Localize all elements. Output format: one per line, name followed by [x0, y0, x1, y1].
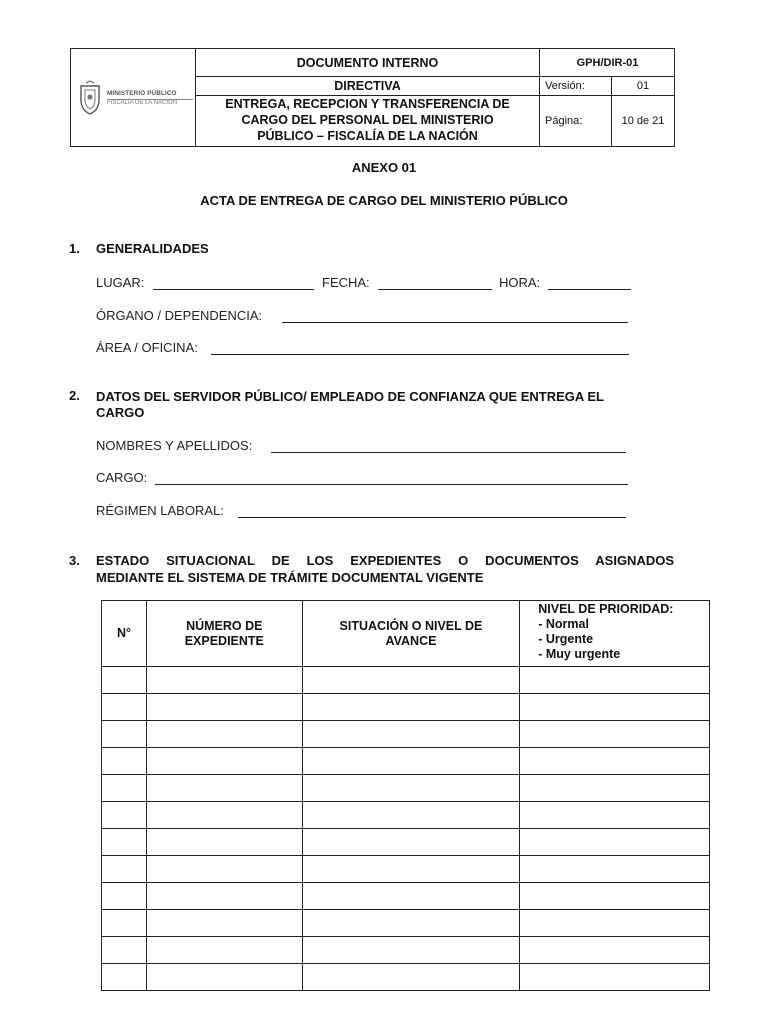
cargo-field[interactable]: [155, 484, 628, 485]
table-row: [102, 775, 710, 802]
table-cell[interactable]: [520, 964, 710, 991]
table-cell[interactable]: [302, 883, 520, 910]
table-row: [102, 802, 710, 829]
annex-title: ANEXO 01: [351, 160, 417, 175]
table-cell[interactable]: [102, 856, 147, 883]
table-cell[interactable]: [146, 721, 302, 748]
section-3-title-line1: ESTADO SITUACIONAL DE LOS EXPEDIENTES O DOCUMENTOS ASIGNADOS: [96, 553, 674, 568]
doc-code: GPH/DIR-01: [576, 57, 639, 69]
col-exp-line2: EXPEDIENTE: [184, 633, 264, 648]
table-cell[interactable]: [302, 802, 520, 829]
table-cell[interactable]: [146, 856, 302, 883]
fecha-field[interactable]: [378, 289, 492, 290]
col-header-situacion: [302, 601, 520, 667]
table-cell[interactable]: [146, 910, 302, 937]
table-cell[interactable]: [102, 883, 147, 910]
table-row: [102, 937, 710, 964]
section-1-number: 1.: [69, 241, 80, 256]
section-2-number: 2.: [69, 388, 80, 403]
table-cell[interactable]: [302, 829, 520, 856]
table-cell[interactable]: [146, 937, 302, 964]
header-row-line-1: [195, 76, 675, 77]
nombres-label: NOMBRES Y APELLIDOS:: [96, 438, 253, 453]
area-label: ÁREA / OFICINA:: [96, 340, 198, 355]
col-header-prioridad: [520, 601, 710, 667]
table-cell[interactable]: [520, 667, 710, 694]
col-header-number: [102, 601, 147, 667]
table-cell[interactable]: [520, 883, 710, 910]
table-row: [102, 910, 710, 937]
header-border-top: [70, 48, 675, 49]
area-field[interactable]: [211, 354, 629, 355]
table-cell[interactable]: [102, 937, 147, 964]
hora-label: HORA:: [499, 275, 541, 290]
col-no-label: N°: [116, 626, 131, 640]
version-label: Versión:: [545, 80, 585, 92]
table-cell[interactable]: [146, 964, 302, 991]
table-cell[interactable]: [302, 856, 520, 883]
table-cell[interactable]: [102, 721, 147, 748]
header-border-bottom: [70, 146, 675, 147]
doc-category: DIRECTIVA: [334, 79, 401, 93]
col-sit-line2: AVANCE: [385, 633, 437, 648]
table-row: [102, 964, 710, 991]
table-cell[interactable]: [520, 937, 710, 964]
table-row: [102, 667, 710, 694]
table-cell[interactable]: [520, 856, 710, 883]
doc-subject-line1: ENTREGA, RECEPCION Y TRANSFERENCIA DE: [225, 97, 510, 111]
table-cell[interactable]: [520, 748, 710, 775]
table-cell[interactable]: [102, 802, 147, 829]
ministerio-publico-seal-icon: [76, 80, 104, 116]
table-cell[interactable]: [102, 775, 147, 802]
table-cell[interactable]: [302, 937, 520, 964]
table-row: [102, 694, 710, 721]
section-2-title-line1: DATOS DEL SERVIDOR PÚBLICO/ EMPLEADO DE CONFIANZA QUE ENTREGA EL: [96, 389, 605, 404]
table-cell[interactable]: [302, 667, 520, 694]
table-cell[interactable]: [302, 775, 520, 802]
table-cell[interactable]: [102, 667, 147, 694]
col-sit-line1: SITUACIÓN O NIVEL DE: [339, 618, 483, 633]
table-cell[interactable]: [102, 748, 147, 775]
table-cell[interactable]: [102, 829, 147, 856]
table-cell[interactable]: [146, 667, 302, 694]
regimen-label: RÉGIMEN LABORAL:: [96, 503, 224, 518]
col-pri-urgente: - Urgente: [538, 632, 594, 646]
cargo-label: CARGO:: [96, 470, 148, 485]
table-cell[interactable]: [302, 964, 520, 991]
nombres-field[interactable]: [271, 452, 626, 453]
col-header-expediente: [146, 601, 302, 667]
section-2-title-line2: CARGO: [96, 405, 145, 420]
lugar-label: LUGAR:: [96, 275, 145, 290]
table-cell[interactable]: [302, 910, 520, 937]
page-label: Página:: [545, 115, 583, 127]
table-cell[interactable]: [302, 721, 520, 748]
doc-type: DOCUMENTO INTERNO: [296, 56, 439, 70]
table-cell[interactable]: [302, 748, 520, 775]
section-1-title: GENERALIDADES: [96, 241, 209, 256]
table-row: [102, 883, 710, 910]
table-cell[interactable]: [146, 883, 302, 910]
page-value: 10 de 21: [621, 115, 665, 127]
table-cell[interactable]: [520, 802, 710, 829]
org-name-line2: FISCALÍA DE LA NACIÓN: [107, 100, 178, 106]
table-row: [102, 748, 710, 775]
doc-subject-line2: CARGO DEL PERSONAL DEL MINISTERIO: [241, 113, 494, 127]
organo-label: ÓRGANO / DEPENDENCIA:: [96, 308, 263, 323]
table-cell[interactable]: [302, 694, 520, 721]
col-pri-normal: - Normal: [538, 617, 589, 631]
regimen-field[interactable]: [238, 517, 626, 518]
table-header-row: [102, 601, 710, 667]
table-row: [102, 856, 710, 883]
table-cell[interactable]: [520, 910, 710, 937]
table-row: [102, 721, 710, 748]
table-cell[interactable]: [520, 829, 710, 856]
table-cell[interactable]: [102, 910, 147, 937]
table-cell[interactable]: [146, 775, 302, 802]
lugar-field[interactable]: [153, 289, 314, 290]
section-3-title-line2: MEDIANTE EL SISTEMA DE TRÁMITE DOCUMENTAL VIGENTE: [96, 570, 484, 585]
col-pri-title: NIVEL DE PRIORIDAD:: [538, 602, 674, 616]
hora-field[interactable]: [548, 289, 631, 290]
table-cell[interactable]: [146, 748, 302, 775]
fecha-label: FECHA:: [322, 275, 370, 290]
col-exp-line1: NÚMERO DE: [186, 618, 263, 633]
header-border-left: [70, 48, 71, 147]
table-cell[interactable]: [102, 694, 147, 721]
table-row: [102, 829, 710, 856]
table-cell[interactable]: [146, 802, 302, 829]
table-cell[interactable]: [520, 721, 710, 748]
table-cell[interactable]: [146, 694, 302, 721]
table-cell[interactable]: [102, 964, 147, 991]
organo-field[interactable]: [282, 322, 628, 323]
org-name-line1: MINISTERIO PÚBLICO: [107, 90, 177, 97]
doc-title: ACTA DE ENTREGA DE CARGO DEL MINISTERIO PÚBLICO: [200, 193, 568, 208]
col-pri-muy-urgente: - Muy urgente: [538, 647, 621, 661]
section-3-number: 3.: [69, 553, 80, 568]
expedientes-table: [101, 600, 710, 991]
version-value: 01: [636, 80, 650, 92]
doc-subject-line3: PÚBLICO – FISCALÍA DE LA NACIÓN: [257, 129, 478, 143]
table-cell[interactable]: [146, 829, 302, 856]
table-cell[interactable]: [520, 694, 710, 721]
table-cell[interactable]: [520, 775, 710, 802]
